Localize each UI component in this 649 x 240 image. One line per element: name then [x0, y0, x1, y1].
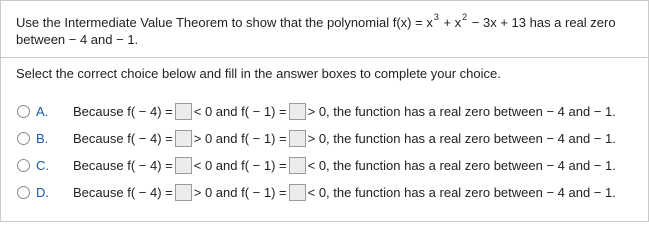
choice-middle: < 0 and f( − 1) = — [193, 157, 287, 173]
radio-button-c[interactable] — [17, 159, 30, 172]
choice-prefix: Because f( − 4) = — [73, 157, 173, 173]
question-text — [16, 14, 636, 48]
answer-box-f-minus-4[interactable] — [175, 184, 192, 201]
answer-box-f-minus-4[interactable] — [175, 103, 192, 120]
instruction-text: Select the correct choice below and fill in the answer boxes to complete your choice. — [16, 66, 501, 81]
choice-middle: > 0 and f( − 1) = — [193, 184, 287, 200]
question-part-2: + x — [439, 15, 462, 30]
exponent-3: 3 — [433, 12, 439, 22]
choice-a[interactable] — [17, 100, 616, 122]
choice-letter: C. — [36, 157, 49, 173]
divider — [0, 57, 647, 58]
answer-box-f-minus-1[interactable] — [289, 103, 306, 120]
choice-prefix: Because f( − 4) = — [73, 103, 173, 119]
answer-box-f-minus-1[interactable] — [289, 157, 306, 174]
choice-suffix: > 0, the function has a real zero between − 4 and − 1. — [307, 130, 616, 146]
choice-suffix: > 0, the function has a real zero between − 4 and − 1. — [307, 103, 616, 119]
radio-button-d[interactable] — [17, 186, 30, 199]
answer-box-f-minus-4[interactable] — [175, 130, 192, 147]
question-part-1: Use the Intermediate Value Theorem to show that the polynomial f(x) = x — [16, 15, 433, 30]
question-part-3: − 3x + 13 has a real zero — [468, 15, 616, 30]
exponent-2: 2 — [462, 12, 468, 22]
choice-d[interactable] — [17, 181, 616, 203]
choice-prefix: Because f( − 4) = — [73, 130, 173, 146]
answer-box-f-minus-1[interactable] — [289, 130, 306, 147]
radio-button-a[interactable] — [17, 105, 30, 118]
choice-c[interactable] — [17, 154, 616, 176]
choice-b[interactable] — [17, 127, 616, 149]
choice-letter: B. — [36, 130, 49, 146]
question-line-2: between − 4 and − 1. — [16, 32, 139, 47]
choice-letter: A. — [36, 103, 49, 119]
choice-middle: > 0 and f( − 1) = — [193, 130, 287, 146]
choice-suffix: < 0, the function has a real zero between − 4 and − 1. — [307, 184, 616, 200]
choice-letter: D. — [36, 184, 49, 200]
answer-box-f-minus-1[interactable] — [289, 184, 306, 201]
choice-prefix: Because f( − 4) = — [73, 184, 173, 200]
choice-middle: < 0 and f( − 1) = — [193, 103, 287, 119]
radio-button-b[interactable] — [17, 132, 30, 145]
choice-suffix: < 0, the function has a real zero between − 4 and − 1. — [307, 157, 616, 173]
answer-box-f-minus-4[interactable] — [175, 157, 192, 174]
